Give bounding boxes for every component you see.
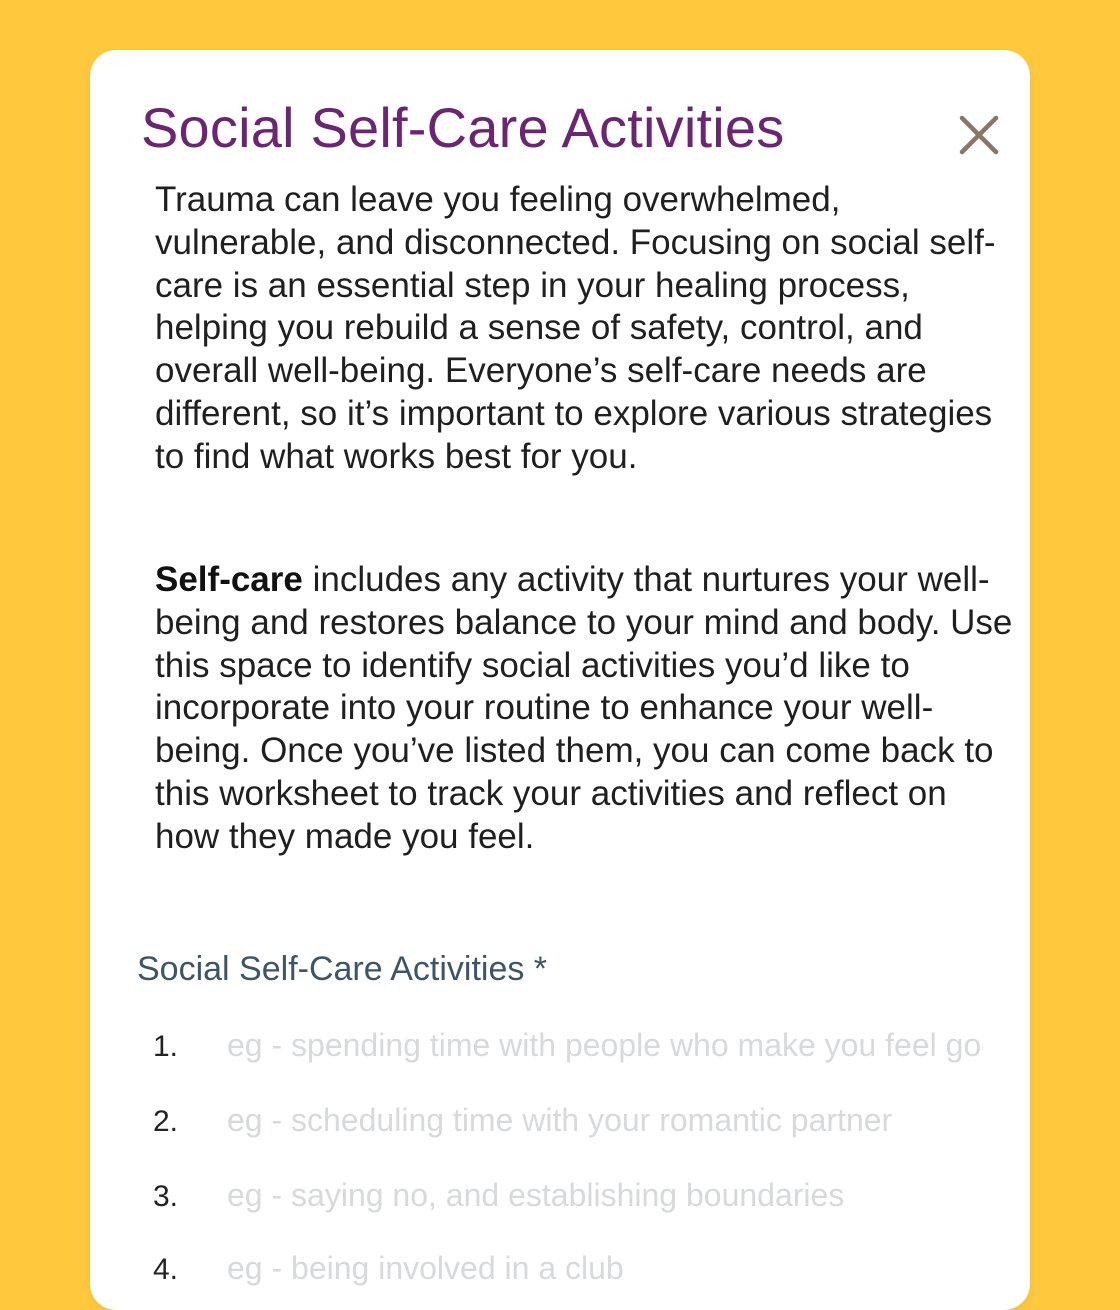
list-item <box>153 1169 983 1221</box>
activity-input-1[interactable] <box>227 1019 983 1071</box>
modal-card <box>90 50 1030 1310</box>
close-icon <box>952 108 1006 162</box>
list-item-number: 2. <box>153 1105 179 1138</box>
activities-field-label: Social Self-Care Activities * <box>137 950 548 988</box>
modal-title: Social Self-Care Activities <box>141 96 785 159</box>
list-item-number: 1. <box>153 1030 179 1063</box>
list-item-number: 4. <box>153 1253 179 1286</box>
activity-input-3[interactable] <box>227 1169 983 1221</box>
activity-input-2[interactable] <box>227 1094 983 1146</box>
self-care-bold-term: Self-care <box>155 560 303 599</box>
list-item <box>153 1242 983 1294</box>
intro-paragraph: Trauma can leave you feeling overwhelmed, vulnerable, and disconnected. Focusing on social self-care is an essential step in your healing process, helping you rebuild a sense of safety, control, and overall well-being. Everyone’s self-care needs are different, so it’s important to explore various strategies to find what works best for you. <box>155 180 996 476</box>
close-button[interactable] <box>952 108 1006 162</box>
self-care-paragraph <box>155 559 1015 859</box>
list-item-number: 3. <box>153 1180 179 1213</box>
self-care-paragraph-rest: includes any activity that nurtures your well-being and restores balance to your mind and body. Use this space to identify social activities you’d like to incorporate into your routine to enhance your well-being. Once you’ve listed them, you can come back to this worksheet to track your activities and reflect on how they made you feel. <box>155 560 1013 856</box>
list-item <box>153 1019 983 1071</box>
list-item <box>153 1094 983 1146</box>
activity-input-4[interactable] <box>227 1242 983 1294</box>
